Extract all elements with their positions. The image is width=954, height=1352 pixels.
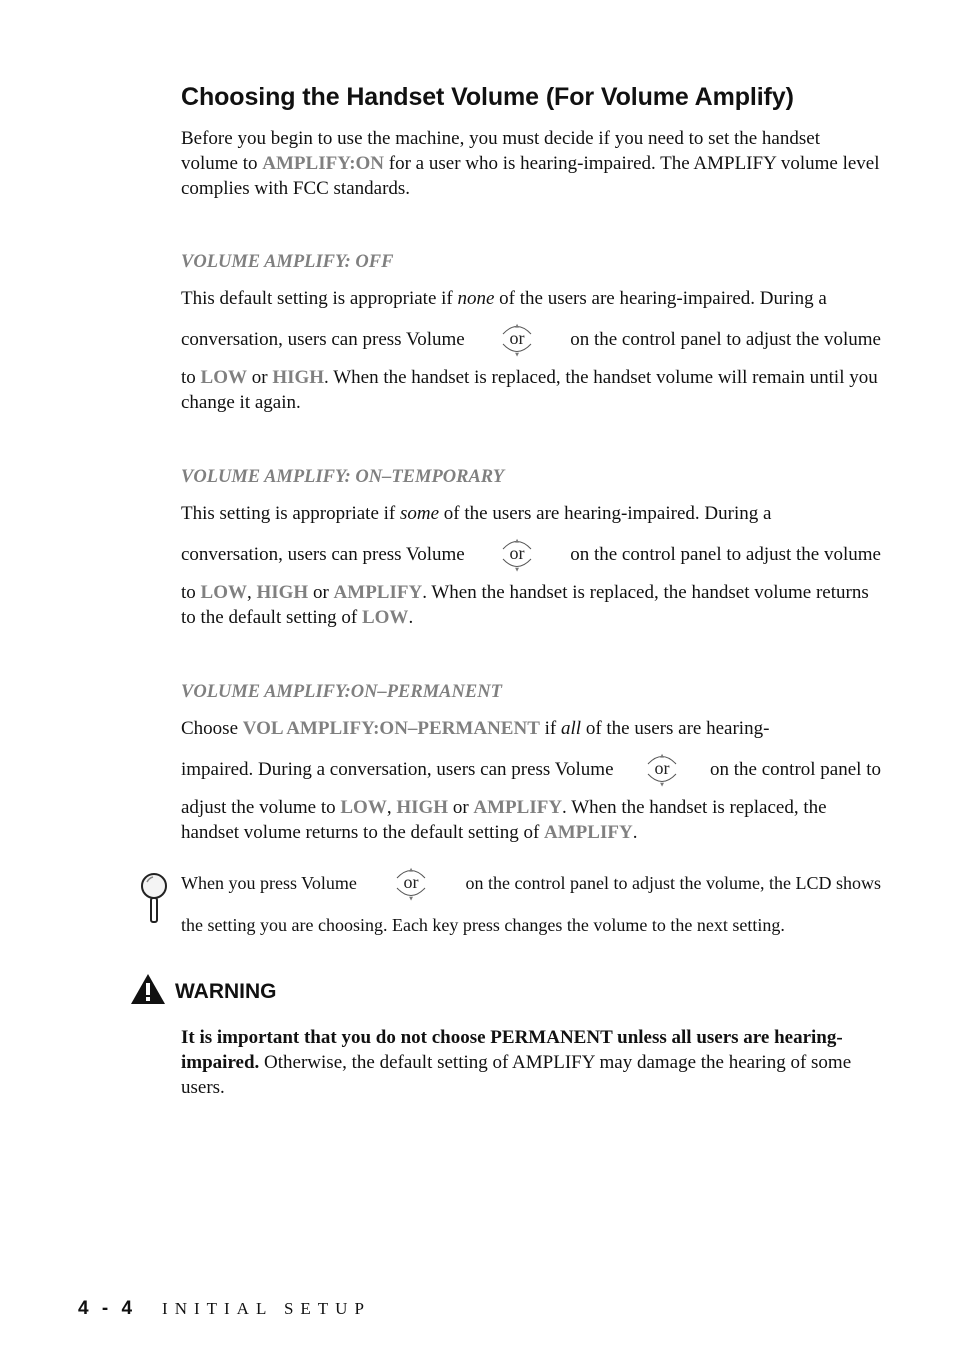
perm-text: . When the handset is replaced, the handset volume returns to the default setting of (181, 797, 827, 843)
intro-amplify-on: AMPLIFY:ON (262, 153, 385, 174)
perm-text: , (386, 797, 397, 818)
off-text: of the users are hearing-impaired. During a (494, 288, 827, 309)
perm-text: . (632, 822, 638, 843)
temp-para-1 (181, 501, 881, 526)
warning-header (129, 972, 889, 1011)
temp-text: , (246, 582, 257, 603)
heading-volume-permanent: VOLUME AMPLIFY:ON–PERMANENT (181, 682, 502, 702)
warning-body (181, 1025, 881, 1100)
note-row-right: on the control panel to adjust the volume, the LCD shows (465, 872, 881, 893)
perm-row-right: on the control panel to (710, 758, 881, 780)
volume-key-icon (645, 747, 679, 791)
svg-text:or: or (654, 758, 670, 778)
temp-emphasis: some (399, 503, 440, 524)
magnifier-note-icon (137, 872, 171, 929)
svg-text:▲: ▲ (409, 867, 414, 873)
svg-text:▼: ▼ (409, 896, 414, 902)
intro-text-1: Before you begin to use the machine, you must decide if you need to set the handset volume to (181, 128, 820, 174)
temp-row-right: on the control panel to adjust the volume (570, 543, 881, 565)
perm-amplify: AMPLIFY (473, 797, 563, 818)
svg-text:▼: ▼ (515, 567, 520, 573)
warning-bold: It is important that you do not choose PERMANENT unless all users are hearing-impaired. (181, 1027, 843, 1073)
heading-volume-off: VOLUME AMPLIFY: OFF (181, 252, 394, 272)
footer-section-name: INITIAL SETUP (162, 1299, 371, 1318)
warning-block (129, 972, 889, 1100)
svg-text:▲: ▲ (515, 538, 520, 544)
perm-text: of the users are hearing- (581, 718, 770, 739)
temp-text: of the users are hearing-impaired. During a (439, 503, 772, 524)
warning-title: WARNING (175, 979, 277, 1003)
off-text: to (181, 367, 201, 388)
perm-para-1 (181, 716, 881, 741)
temp-para-2 (181, 580, 881, 630)
temp-text: . (408, 607, 414, 628)
temp-amplify: AMPLIFY (333, 582, 423, 603)
perm-row-left: impaired. During a conversation, users can press Volume (181, 758, 614, 780)
svg-text:▲: ▲ (659, 753, 664, 759)
warning-triangle-icon (129, 972, 167, 1011)
svg-text:▲: ▲ (515, 323, 520, 329)
off-text: This default setting is appropriate if (181, 288, 458, 309)
off-low: LOW (200, 367, 247, 388)
temp-low: LOW (361, 607, 409, 628)
temp-low: LOW (200, 582, 247, 603)
off-high: HIGH (272, 367, 325, 388)
page-title: Choosing the Handset Volume (For Volume Amplify) (181, 83, 794, 111)
perm-low: LOW (340, 797, 387, 818)
off-text: or (246, 367, 273, 388)
off-volume-row (181, 321, 881, 357)
intro-paragraph (181, 126, 881, 201)
page-footer (78, 1298, 371, 1320)
temp-text: or (308, 582, 334, 603)
temp-text: to (181, 582, 201, 603)
perm-text: adjust the volume to (181, 797, 341, 818)
temp-row-left: conversation, users can press Volume (181, 543, 465, 565)
note-volume-row (181, 865, 881, 901)
svg-text:or: or (403, 872, 419, 892)
perm-para-2 (181, 795, 881, 845)
off-text: . When the handset is replaced, the handset volume will remain until you change it again. (181, 367, 878, 413)
off-row-right: on the control panel to adjust the volume (570, 328, 881, 350)
perm-high: HIGH (396, 797, 449, 818)
volume-key-icon (500, 532, 534, 576)
svg-text:▼: ▼ (515, 352, 520, 358)
volume-key-icon (500, 317, 534, 361)
perm-text: or (448, 797, 474, 818)
temp-text: . When the handset is replaced, the handset volume returns to the default setting of (181, 582, 869, 628)
perm-volume-row (181, 751, 881, 787)
note-line-2: the setting you are choosing. Each key press changes the volume to the next setting. (181, 915, 785, 935)
off-para-2 (181, 365, 881, 415)
perm-text: if (539, 718, 561, 739)
warning-rest: Otherwise, the default setting of AMPLIFY may damage the hearing of some users. (181, 1052, 852, 1098)
heading-volume-temporary: VOLUME AMPLIFY: ON–TEMPORARY (181, 467, 505, 487)
off-emphasis: none (457, 288, 495, 309)
svg-text:▼: ▼ (659, 782, 664, 788)
off-para-1 (181, 286, 881, 311)
perm-vol-permanent: VOL AMPLIFY:ON–PERMANENT (242, 718, 540, 739)
perm-text: Choose (181, 718, 243, 739)
svg-text:or: or (509, 328, 525, 348)
content-area (181, 80, 881, 938)
page-number: 4 - 4 (78, 1298, 137, 1319)
off-row-left: conversation, users can press Volume (181, 328, 465, 350)
perm-emphasis: all (561, 718, 582, 739)
perm-amplify: AMPLIFY (544, 822, 633, 843)
volume-key-icon (394, 861, 428, 905)
note-row-left: When you press Volume (181, 872, 357, 893)
temp-text: This setting is appropriate if (181, 503, 400, 524)
svg-text:or: or (509, 543, 525, 563)
temp-high: HIGH (256, 582, 309, 603)
intro-text-2: for a user who is hearing-impaired. The AMPLIFY volume level complies with FCC standards. (181, 153, 880, 199)
temp-volume-row (181, 536, 881, 572)
